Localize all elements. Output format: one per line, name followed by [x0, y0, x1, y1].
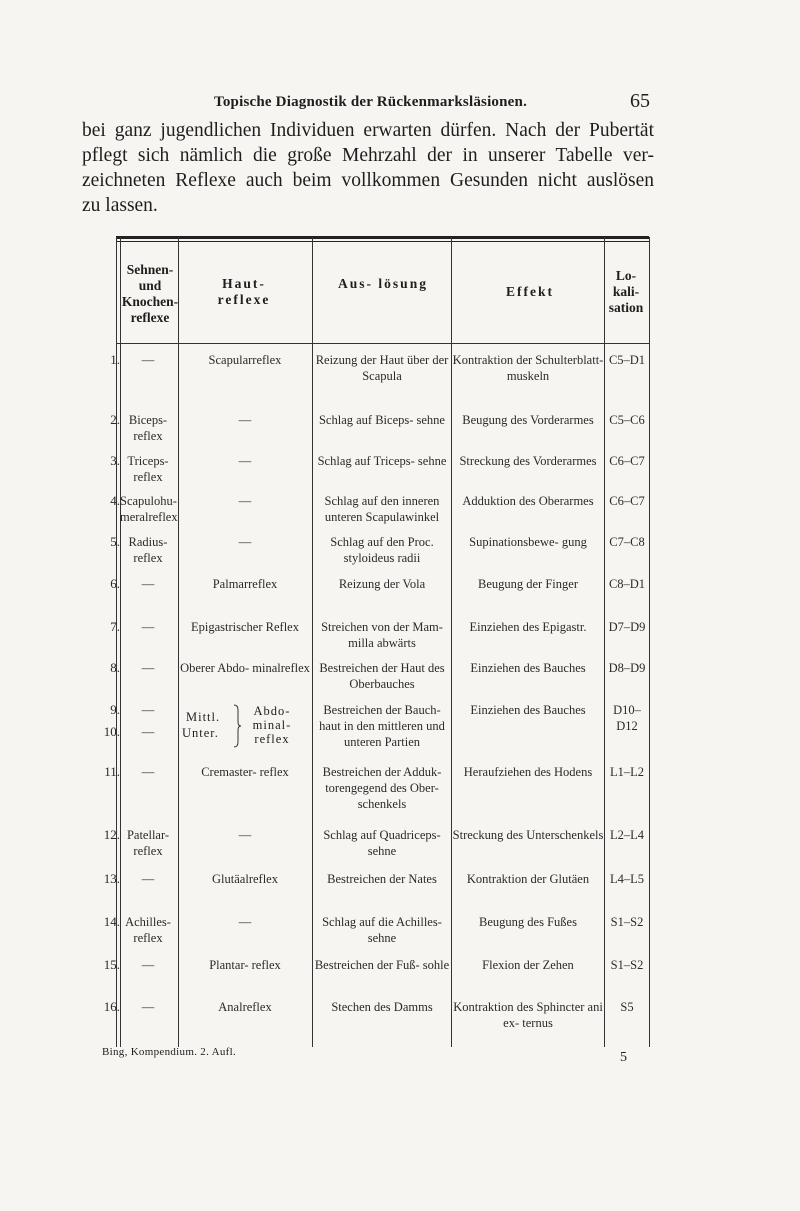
haut-cell: Cremaster- reflex: [201, 765, 289, 779]
haut-cell: Analreflex: [218, 1000, 272, 1014]
lokalisation-cell: S5: [620, 1000, 634, 1014]
header-haut: Haut- reflexe: [217, 276, 271, 307]
effekt-cell: Beugung der Finger: [478, 577, 578, 591]
lokalisation-cell: C5–C6: [609, 413, 645, 427]
sehnen-cell: Scapulohu- meralreflex: [120, 494, 178, 524]
sehnen-cell: Achilles- reflex: [125, 915, 171, 945]
header-effekt: Effekt: [506, 284, 554, 299]
ausloesung-cell: Schlag auf Quadriceps- sehne: [323, 828, 441, 858]
footer-citation: Bing, Kompendium. 2. Aufl.: [102, 1046, 236, 1058]
row-number: 16.: [103, 999, 120, 1014]
intro-paragraph: [82, 118, 654, 218]
row-number: 4.: [110, 493, 120, 508]
ausloesung-cell: Stechen des Damms: [331, 1000, 433, 1014]
table-top-rule-thin: [116, 241, 649, 242]
sehnen-cell: —: [141, 872, 155, 886]
ausloesung-cell: Bestreichen der Fuß- sohle: [314, 958, 450, 972]
sehnen-cell: Biceps- reflex: [128, 413, 168, 443]
row-number: 6.: [110, 576, 120, 591]
effekt-cell: Supinationsbewe- gung: [469, 535, 587, 549]
sehnen-cell: —: [141, 353, 155, 367]
haut-cell: Palmarreflex: [212, 577, 278, 591]
ausloesung-cell: Bestreichen der Nates: [327, 872, 437, 886]
lokalisation-cell: C8–D1: [608, 577, 646, 591]
row-number: 2.: [110, 412, 120, 427]
effekt-cell: Einziehen des Bauches: [470, 703, 586, 717]
row-number: 12.: [103, 827, 120, 842]
sehnen-cell: Triceps- reflex: [127, 454, 169, 484]
brace-icon: [232, 704, 242, 748]
header-lokalisation: Lo- kali- sation: [608, 268, 644, 315]
lokalisation-cell: C7–C8: [609, 535, 645, 549]
ausloesung-cell: Schlag auf den inneren unteren Scapulawinkel: [324, 494, 440, 524]
haut-cell: —: [238, 828, 252, 842]
row-number: 15.: [103, 957, 120, 972]
sehnen-cell: —: [141, 661, 155, 675]
ausloesung-cell: Reizung der Vola: [338, 577, 426, 591]
lokalisation-cell: S1–S2: [610, 915, 644, 929]
effekt-cell: Adduktion des Oberarmes: [462, 494, 594, 508]
column-line: [178, 237, 179, 1047]
haut-cell: —: [238, 535, 252, 549]
row-number: 1.: [110, 352, 120, 367]
effekt-cell: Heraufziehen des Hodens: [463, 765, 593, 779]
haut-cell: Scapularreflex: [208, 353, 282, 367]
sehnen-cell: —: [141, 958, 155, 972]
lokalisation-cell: S1–S2: [610, 958, 644, 972]
lokalisation-cell: L2–L4: [609, 828, 645, 842]
ausloesung-cell: Schlag auf Triceps- sehne: [317, 454, 447, 468]
column-line: [312, 237, 313, 1047]
sehnen-cell: Radius- reflex: [128, 535, 168, 565]
lokalisation-cell: C6–C7: [609, 454, 645, 468]
effekt-cell: Beugung des Vorderarmes: [462, 413, 594, 427]
effekt-cell: Streckung des Unterschenkels: [452, 828, 604, 842]
row-number: 14.: [103, 914, 120, 929]
header-bottom-rule: [116, 343, 649, 344]
sehnen-cell: —: [141, 725, 155, 739]
row-number: 10.: [103, 724, 120, 739]
header-ausloesung: Aus- lösung: [338, 276, 428, 291]
sehnen-cell: —: [141, 620, 155, 634]
intro-line: zu lassen.: [82, 195, 158, 216]
effekt-cell: Einziehen des Epigastr.: [469, 620, 587, 634]
sehnen-cell: Patellar- reflex: [126, 828, 170, 858]
signature-mark: 5: [620, 1050, 627, 1065]
sehnen-cell: —: [141, 703, 155, 717]
haut-cell: Oberer Abdo- minalreflex: [180, 661, 310, 675]
effekt-cell: Flexion der Zehen: [482, 958, 574, 972]
lokalisation-cell: D8–D9: [608, 661, 646, 675]
ausloesung-cell: Schlag auf die Achilles- sehne: [322, 915, 442, 945]
ausloesung-cell: Reizung der Haut über der Scapula: [315, 353, 449, 383]
row-number: 8.: [110, 660, 120, 675]
haut-cell: —: [238, 915, 252, 929]
abdominal-reflex-label: Abdo- minal- reflex: [252, 704, 292, 746]
header-sehnen: Sehnen- und Knochen- reflexe: [121, 262, 179, 325]
row-number: 13.: [103, 871, 120, 886]
sehnen-cell: —: [141, 1000, 155, 1014]
intro-line: pflegt sich nämlich die große Mehrzahl der in unserer Tabelle ver-: [82, 145, 654, 166]
intro-line: bei ganz jugendlichen Individuen erwarten dürfen. Nach der Pubertät: [82, 120, 654, 141]
haut-cell: —: [238, 454, 252, 468]
effekt-cell: Kontraktion des Sphincter ani ex- ternus: [453, 1000, 603, 1030]
haut-cell: Epigastrischer Reflex: [191, 620, 299, 634]
row-number: 5.: [110, 534, 120, 549]
row-number: 3.: [110, 453, 120, 468]
effekt-cell: Beugung des Fußes: [479, 915, 577, 929]
ausloesung-cell: Schlag auf den Proc. styloideus radii: [330, 535, 434, 565]
ausloesung-cell: Bestreichen der Bauch- haut in den mittleren und unteren Partien: [319, 703, 445, 749]
intro-line: zeichneten Reflexe auch beim vollkommen Gesunden nicht auslösen: [82, 170, 654, 191]
lokalisation-cell: L1–L2: [609, 765, 645, 779]
lokalisation-cell: C6–C7: [609, 494, 645, 508]
ausloesung-cell: Streichen von der Mam- milla abwärts: [321, 620, 443, 650]
effekt-cell: Einziehen des Bauches: [470, 661, 586, 675]
ausloesung-cell: Schlag auf Biceps- sehne: [318, 413, 445, 427]
lokalisation-cell: L4–L5: [609, 872, 645, 886]
haut-cell: Glutäalreflex: [212, 872, 278, 886]
ausloesung-cell: Bestreichen der Adduk- torengegend des Ober- schenkels: [322, 765, 442, 811]
sehnen-cell: —: [141, 577, 155, 591]
mittl-label: Mittl.: [186, 710, 221, 724]
lokalisation-cell: D10–D12: [613, 703, 641, 733]
ausloesung-cell: Bestreichen der Haut des Oberbauches: [319, 661, 445, 691]
sehnen-cell: —: [141, 765, 155, 779]
row-number: 11.: [104, 764, 120, 779]
haut-cell: —: [238, 413, 252, 427]
page-number: 65: [630, 90, 650, 112]
effekt-cell: Kontraktion der Glutäen: [466, 872, 590, 886]
effekt-cell: Kontraktion der Schulterblatt- muskeln: [452, 353, 604, 383]
effekt-cell: Streckung des Vorderarmes: [459, 454, 597, 468]
lokalisation-cell: D7–D9: [608, 620, 646, 634]
haut-cell: Plantar- reflex: [209, 958, 281, 972]
unter-label: Unter.: [182, 726, 219, 740]
running-title: Topische Diagnostik der Rückenmarksläsionen.: [214, 94, 528, 110]
row-number: 9.: [110, 702, 120, 717]
row-number: 7.: [110, 619, 120, 634]
table-top-rule: [116, 236, 649, 239]
haut-cell: —: [238, 494, 252, 508]
lokalisation-cell: C5–D1: [608, 353, 646, 367]
